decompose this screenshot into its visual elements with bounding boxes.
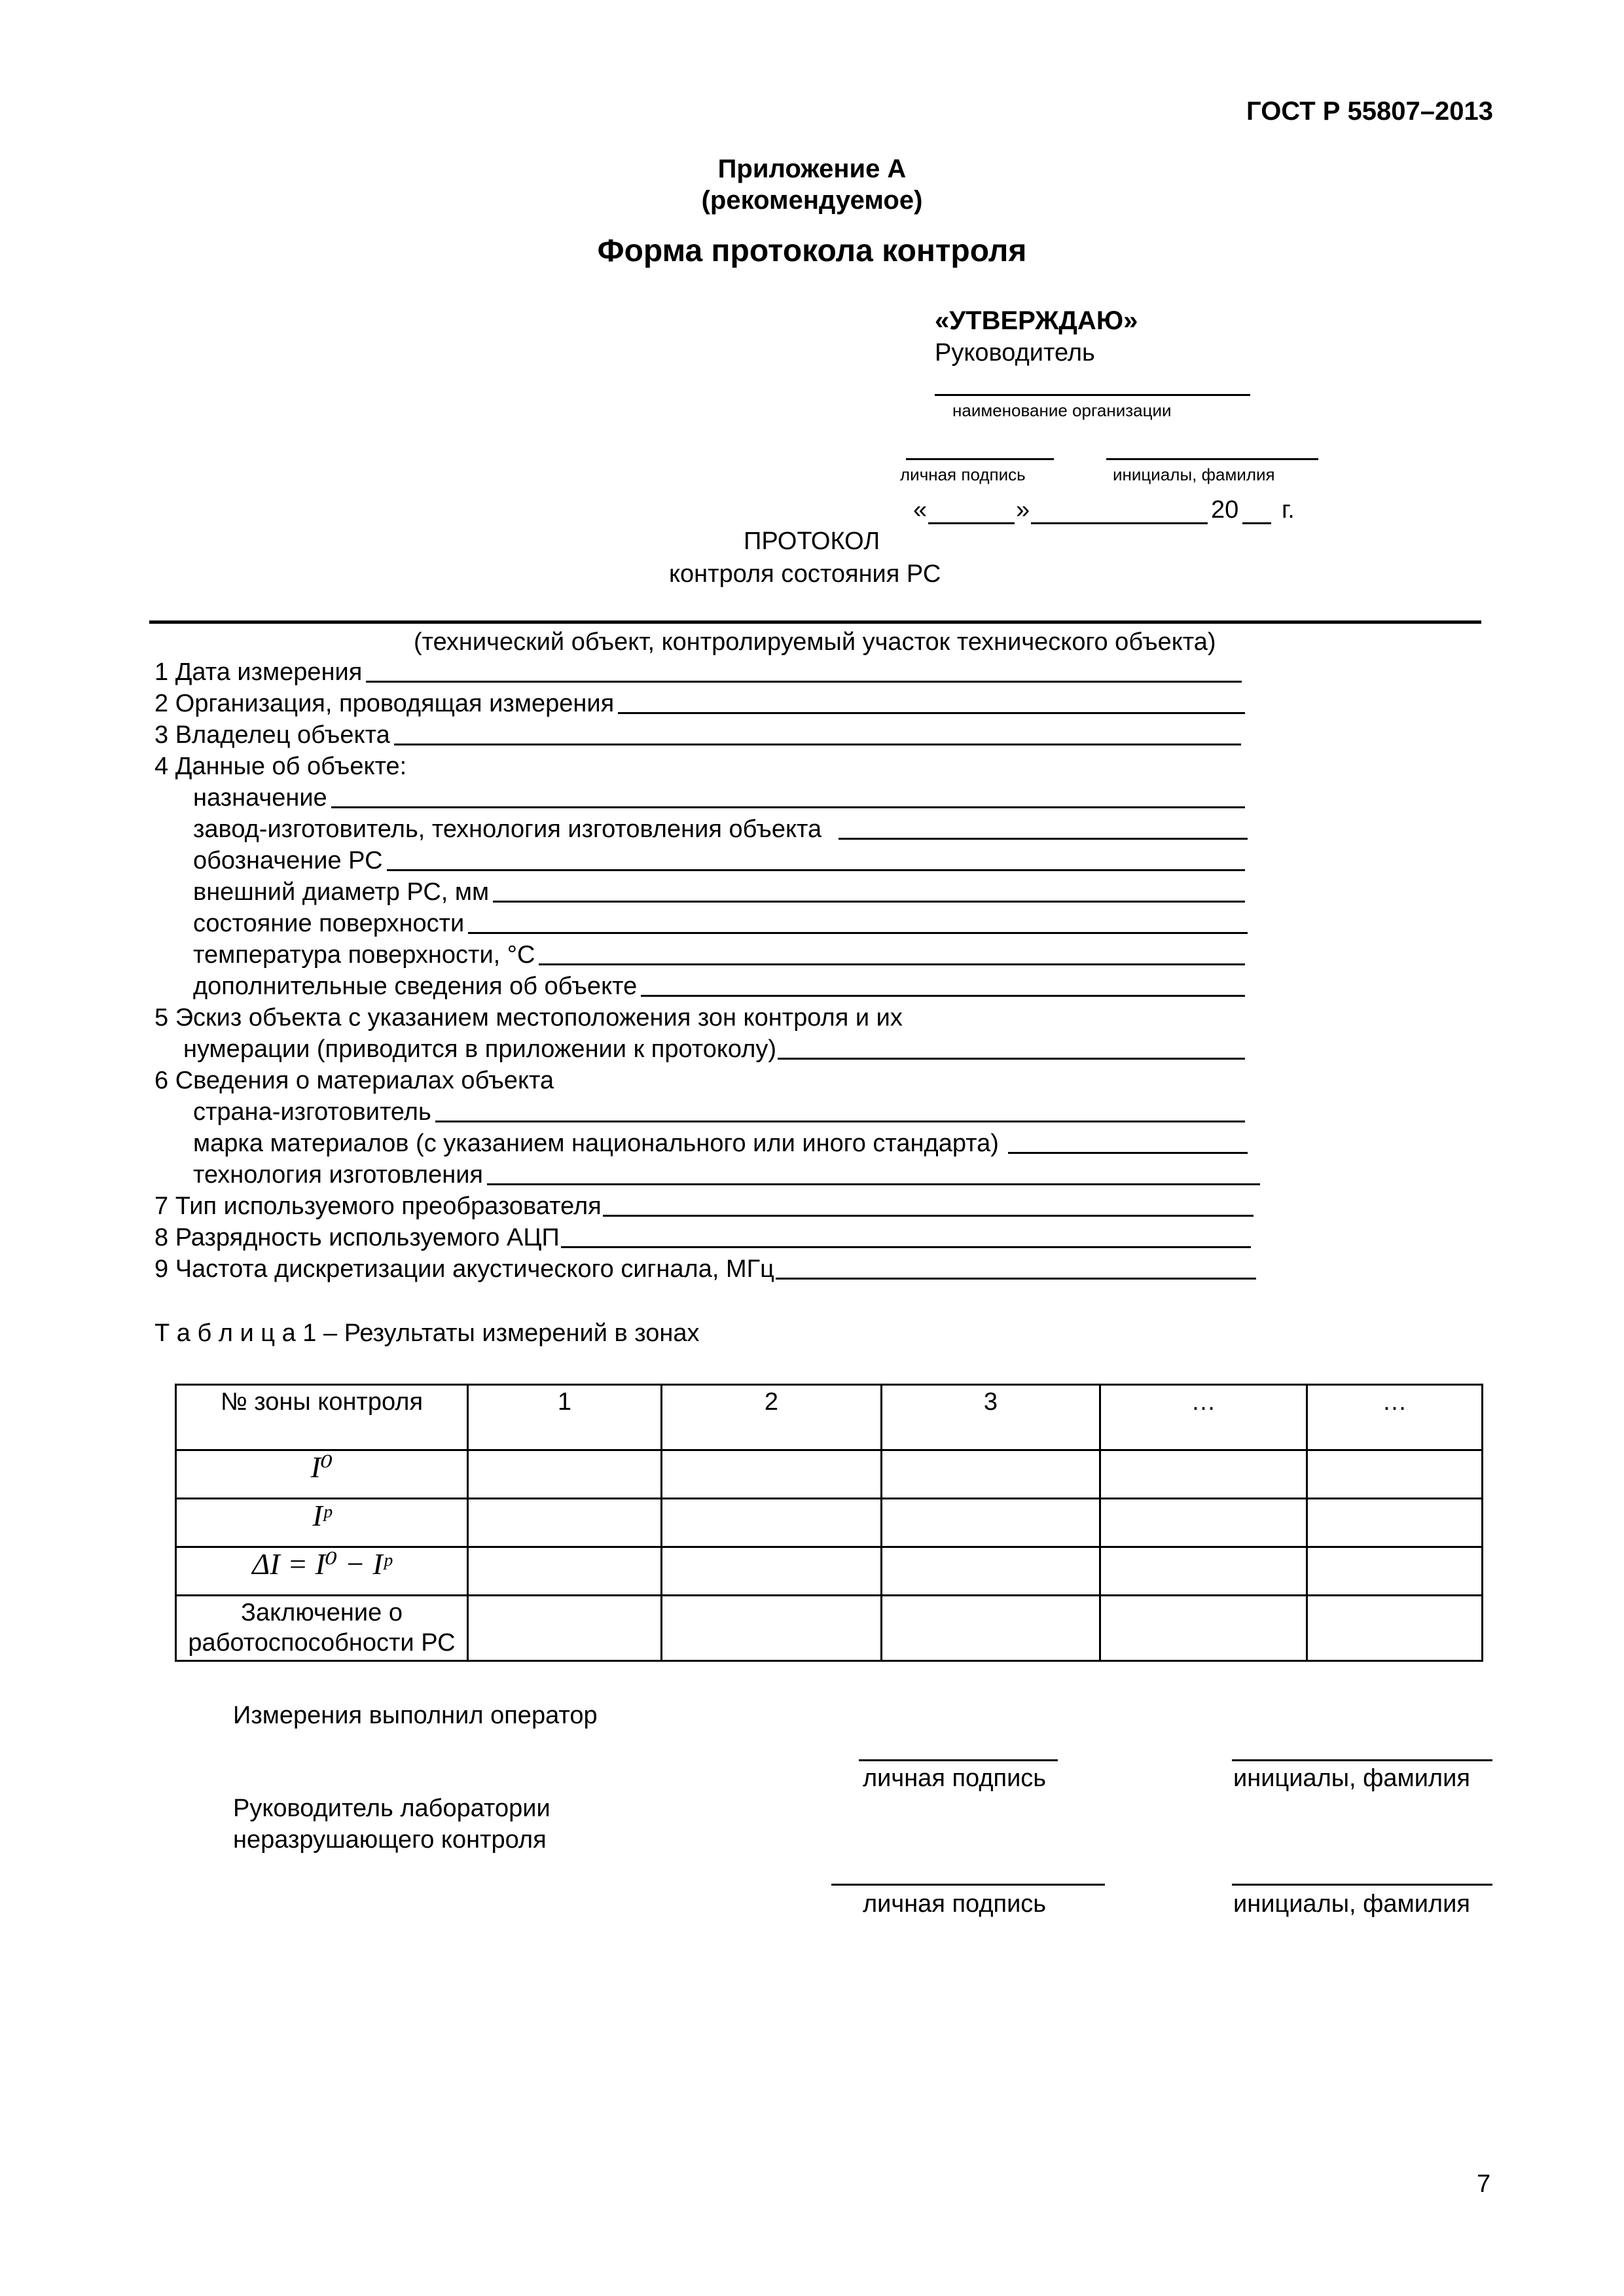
field-label: назначение — [193, 784, 327, 812]
form-title: Форма протокола контроля — [597, 234, 1027, 268]
field-object-data-heading: 4 Данные об объекте: — [154, 753, 407, 780]
field-purpose — [193, 784, 1245, 812]
table-cell[interactable] — [468, 1450, 662, 1499]
fill-line[interactable] — [778, 1058, 1245, 1060]
field-surface-temperature — [193, 941, 1245, 969]
table-cell[interactable] — [662, 1499, 882, 1547]
date-day-line — [928, 522, 1015, 524]
zone-number-header-text: № зоны контроля — [220, 1388, 424, 1416]
fill-line[interactable] — [603, 1215, 1254, 1217]
fill-line[interactable] — [839, 838, 1248, 840]
row-label-delta: ΔI = I⁰ − Iᵖ — [176, 1547, 468, 1596]
field-owner — [154, 721, 1241, 749]
field-label: 3 Владелец объекта — [154, 721, 390, 749]
table-cell[interactable] — [1100, 1450, 1307, 1499]
field-manufacturer — [193, 816, 1248, 844]
field-organization — [154, 690, 1245, 718]
date-close-quote: » — [1016, 496, 1030, 524]
field-additional-info — [193, 973, 1245, 1001]
object-caption: (технический объект, контролируемый участок технического объекта) — [414, 628, 1216, 656]
operator-signature-caption: личная подпись — [863, 1765, 1047, 1792]
page-number: 7 — [1477, 2170, 1491, 2198]
fill-line[interactable] — [1008, 1152, 1248, 1154]
table-cell[interactable] — [882, 1499, 1100, 1547]
field-label: 1 Дата измерения — [154, 658, 363, 686]
approve-stamp: «УТВЕРЖДАЮ» — [935, 306, 1138, 335]
table-cell[interactable] — [468, 1547, 662, 1596]
fill-line[interactable] — [487, 1183, 1260, 1185]
results-table — [175, 1384, 1483, 1662]
table-cell[interactable] — [882, 1547, 1100, 1596]
table-cell[interactable] — [1100, 1596, 1307, 1661]
field-transducer-type — [154, 1193, 1254, 1221]
field-label: обозначение РС — [193, 847, 383, 874]
fill-line[interactable] — [561, 1246, 1251, 1248]
object-line — [149, 620, 1481, 624]
approver-name-line — [1106, 458, 1318, 460]
organization-line — [935, 394, 1250, 396]
table-cell[interactable] — [1100, 1547, 1307, 1596]
appendix-title: Приложение А — [717, 154, 907, 183]
fill-line[interactable] — [776, 1278, 1256, 1280]
table-cell[interactable] — [882, 1450, 1100, 1499]
approver-signature-line — [906, 458, 1054, 460]
field-label: завод-изготовитель, технология изготовления объекта — [193, 816, 822, 843]
fill-line[interactable] — [641, 995, 1245, 997]
column-header: … — [1307, 1385, 1483, 1450]
field-sketch-line1: 5 Эскиз объекта с указанием местоположения зон контроля и их — [154, 1004, 903, 1031]
field-label: марка материалов (с указанием национального или иного стандарта) — [193, 1130, 999, 1157]
field-label: 9 Частота дискретизации акустического сигнала, МГц — [154, 1255, 774, 1283]
fill-line[interactable] — [618, 712, 1245, 714]
table-cell[interactable] — [1100, 1499, 1307, 1547]
table-row — [176, 1596, 1483, 1661]
operator-signature-line[interactable] — [859, 1759, 1058, 1761]
table-row — [176, 1547, 1483, 1596]
table-cell[interactable] — [882, 1596, 1100, 1661]
fill-line[interactable] — [539, 963, 1245, 965]
table-cell[interactable] — [1307, 1499, 1483, 1547]
date-month-line — [1031, 522, 1208, 524]
fill-line[interactable] — [435, 1121, 1245, 1122]
table-row — [176, 1499, 1483, 1547]
table-cell[interactable] — [662, 1547, 882, 1596]
field-label: 2 Организация, проводящая измерения — [154, 690, 615, 717]
table-cell[interactable] — [468, 1499, 662, 1547]
date-year-line — [1242, 522, 1271, 524]
appendix-status: (рекомендуемое) — [701, 186, 923, 215]
lab-head-signature-line[interactable] — [831, 1884, 1105, 1886]
table-row — [176, 1450, 1483, 1499]
field-label: 7 Тип используемого преобразователя — [154, 1193, 602, 1220]
fill-line[interactable] — [468, 932, 1248, 934]
field-measurement-date — [154, 658, 1242, 687]
column-header: 3 — [882, 1385, 1100, 1450]
fill-line[interactable] — [493, 901, 1245, 903]
field-label: нумерации (приводится в приложении к протоколу) — [183, 1035, 777, 1063]
operator-name-line[interactable] — [1232, 1759, 1492, 1761]
field-label: технология изготовления — [193, 1161, 484, 1189]
field-label: состояние поверхности — [193, 910, 465, 937]
field-sampling-frequency — [154, 1255, 1256, 1283]
field-adc-resolution — [154, 1224, 1251, 1252]
field-material-grade — [193, 1130, 1248, 1158]
organization-caption: наименование организации — [952, 401, 1172, 420]
field-label: температура поверхности, °С — [193, 941, 535, 969]
column-header: 2 — [662, 1385, 882, 1450]
field-label: дополнительные сведения об объекте — [193, 973, 638, 1000]
lab-head-label-line1: Руководитель лаборатории — [233, 1795, 550, 1822]
field-outer-diameter — [193, 878, 1245, 906]
column-header: 1 — [468, 1385, 662, 1450]
lab-head-label-line2: неразрушающего контроля — [233, 1826, 547, 1854]
fill-line[interactable] — [394, 744, 1241, 745]
protocol-subtitle: контроля состояния РС — [669, 560, 941, 588]
table-cell[interactable] — [662, 1596, 882, 1661]
row-label-i0: I⁰ — [176, 1450, 468, 1499]
table-header-row — [176, 1385, 1483, 1450]
table-cell[interactable] — [1307, 1596, 1483, 1661]
table-cell[interactable] — [468, 1596, 662, 1661]
field-label: 8 Разрядность используемого АЦП — [154, 1224, 560, 1251]
field-country — [193, 1098, 1245, 1126]
approver-name-caption: инициалы, фамилия — [1113, 465, 1275, 484]
field-rs-designation — [193, 847, 1245, 875]
date-year-prefix: 20 — [1211, 496, 1239, 524]
row-label-ip: Iᵖ — [176, 1499, 468, 1547]
protocol-title: ПРОТОКОЛ — [744, 528, 880, 555]
lab-head-signature-caption: личная подпись — [863, 1890, 1047, 1918]
field-label: страна-изготовитель — [193, 1098, 431, 1126]
operator-label: Измерения выполнил оператор — [233, 1702, 598, 1729]
zone-number-header — [176, 1385, 468, 1450]
field-surface-condition — [193, 910, 1248, 938]
field-sketch-numbering — [183, 1035, 1245, 1064]
lab-head-name-line[interactable] — [1232, 1884, 1492, 1886]
field-label: внешний диаметр РС, мм — [193, 878, 490, 906]
standard-number: ГОСТ Р 55807–2013 — [1246, 97, 1493, 126]
approver-signature-caption: личная подпись — [900, 465, 1026, 484]
table-cell[interactable] — [1307, 1450, 1483, 1499]
field-manufacturing-technology — [193, 1161, 1260, 1189]
date-open-quote: « — [913, 496, 928, 524]
table-cell[interactable] — [662, 1450, 882, 1499]
fill-line[interactable] — [387, 869, 1245, 871]
column-header: … — [1100, 1385, 1307, 1450]
table-caption: Т а б л и ц а 1 – Результаты измерений в зонах — [154, 1319, 700, 1347]
fill-line[interactable] — [366, 681, 1242, 683]
lab-head-name-caption: инициалы, фамилия — [1233, 1890, 1470, 1918]
table-cell[interactable] — [1307, 1547, 1483, 1596]
operator-name-caption: инициалы, фамилия — [1233, 1765, 1470, 1792]
date-year-suffix: г. — [1282, 496, 1295, 524]
approver-role: Руководитель — [935, 339, 1095, 367]
fill-line[interactable] — [331, 806, 1245, 808]
field-materials-heading: 6 Сведения о материалах объекта — [154, 1067, 554, 1094]
row-label-conclusion: Заключение о работоспособности РС — [176, 1596, 468, 1661]
